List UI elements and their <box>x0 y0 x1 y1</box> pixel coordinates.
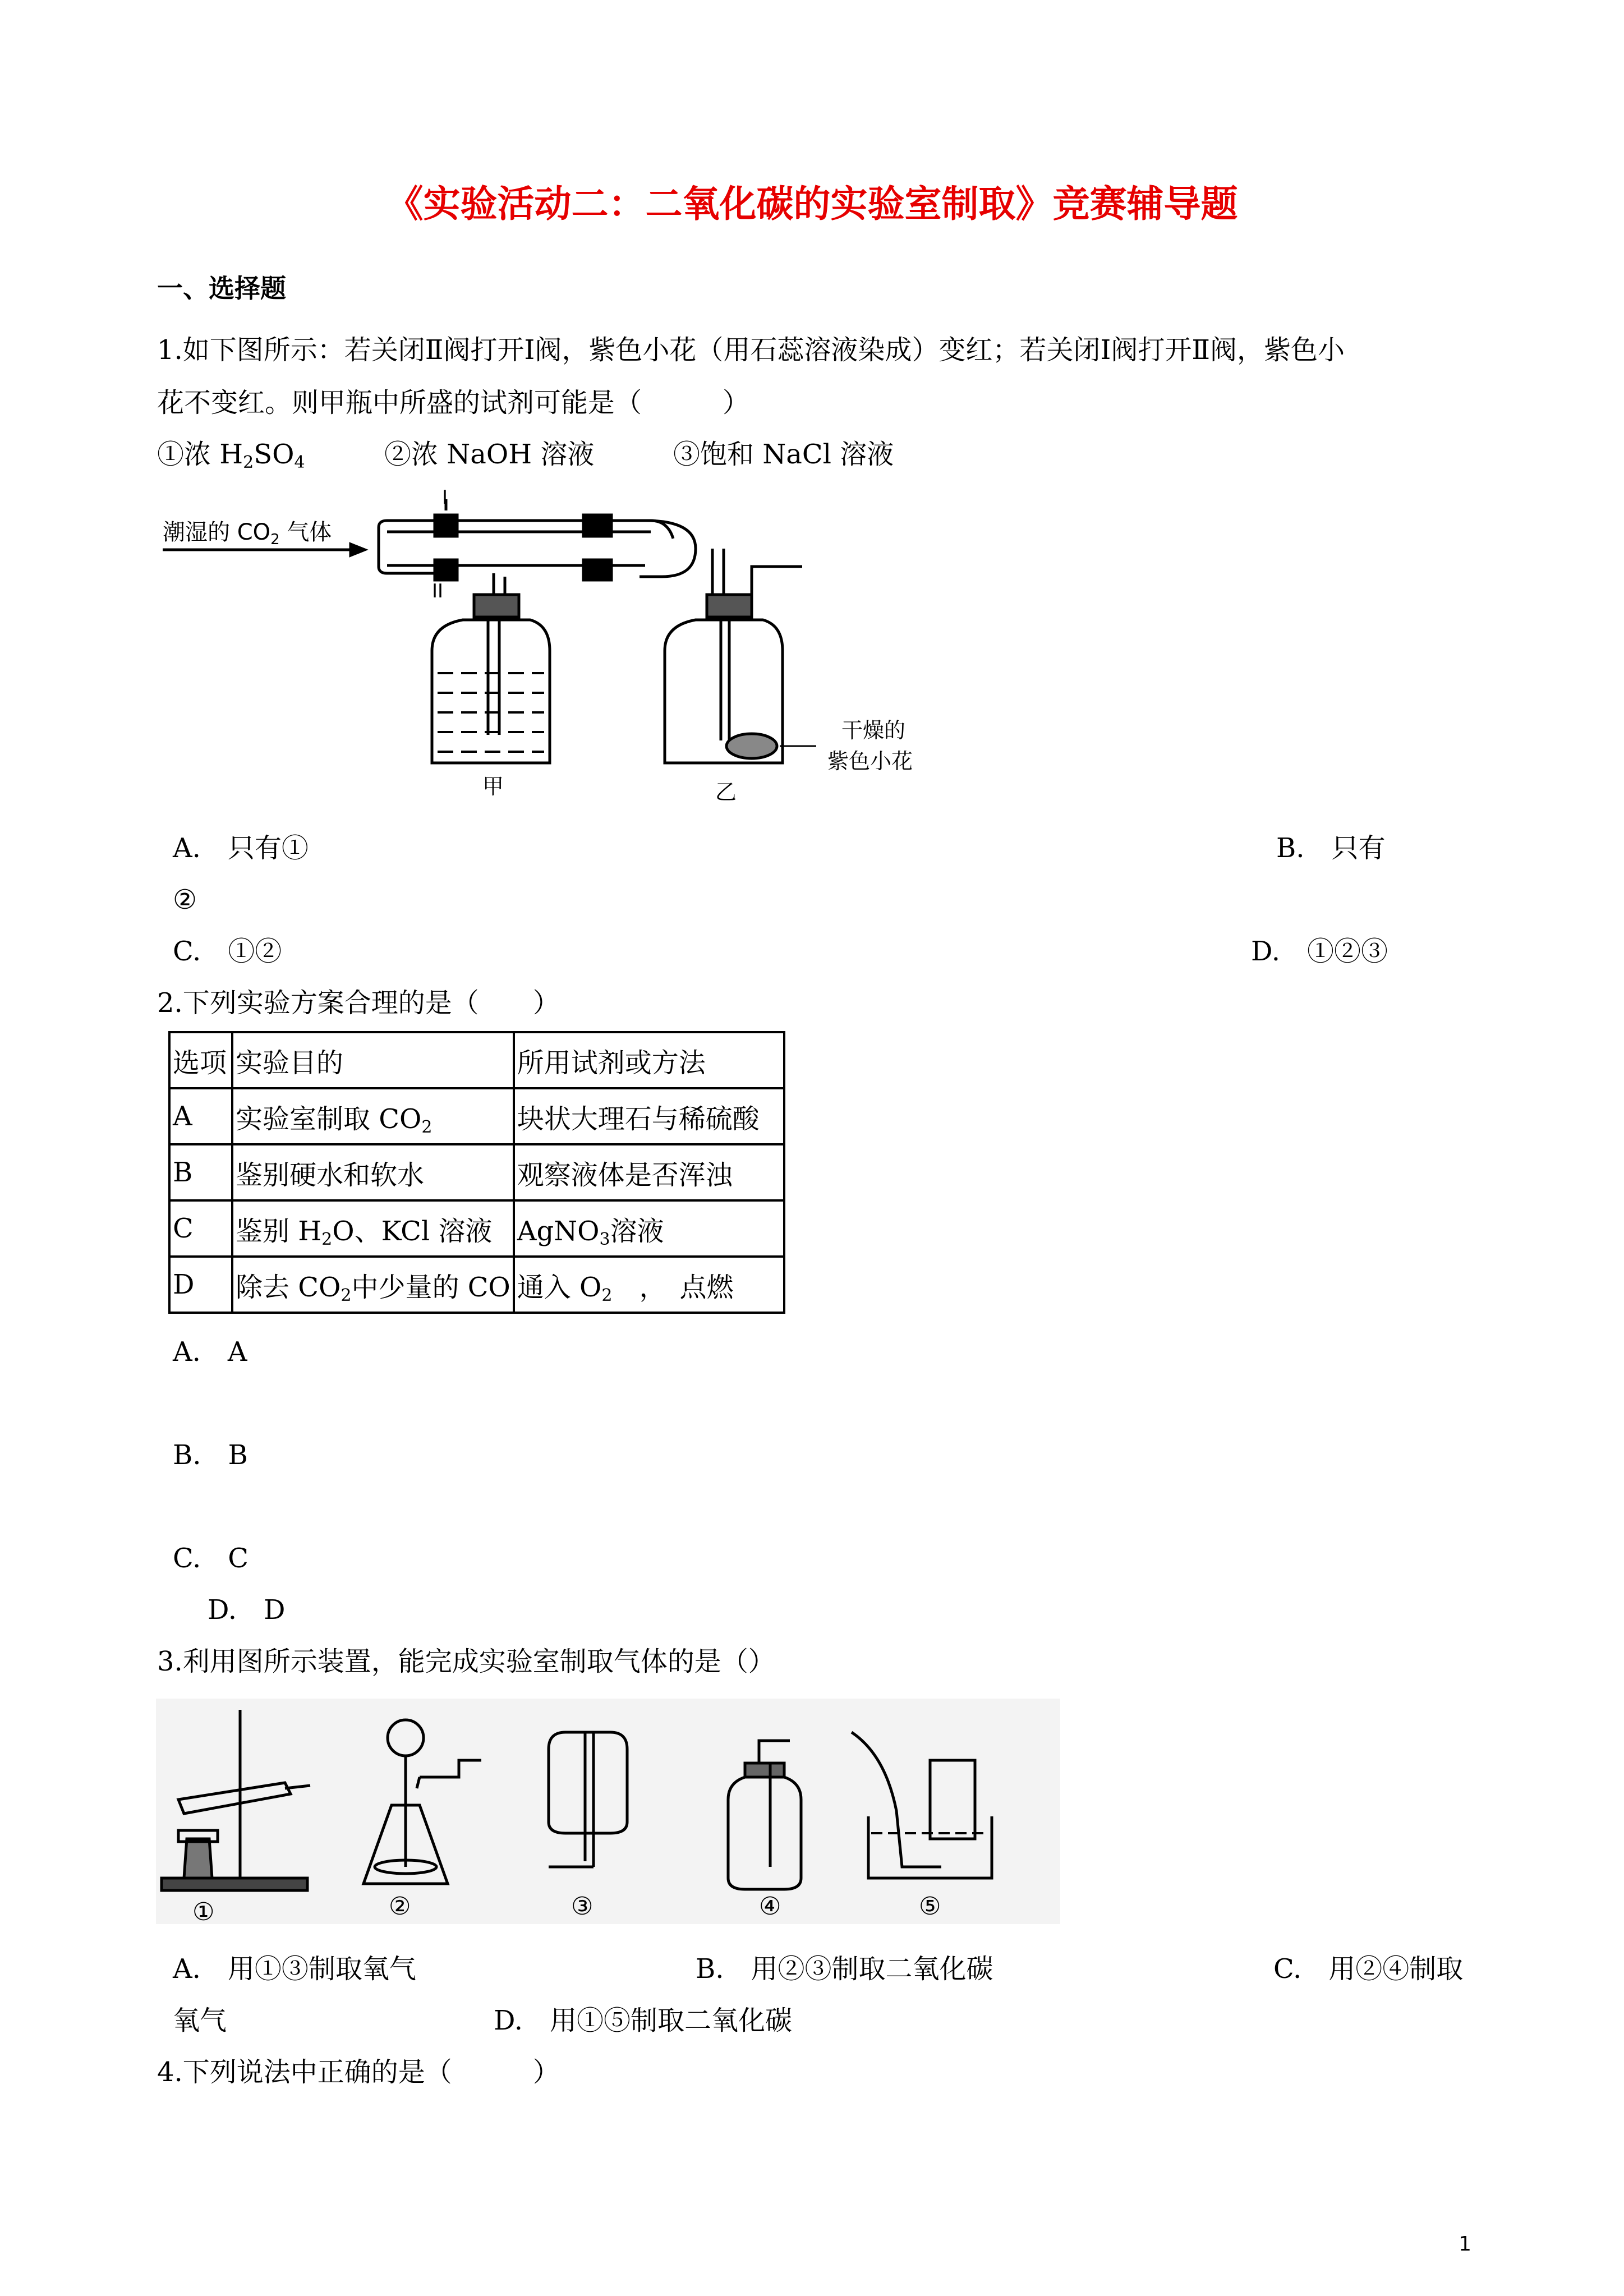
q2-option-a: A. A <box>173 1336 247 1368</box>
q1-reagent-3: ③饱和 NaCl 溶液 <box>673 439 894 470</box>
table-header: 选项 <box>169 1032 232 1088</box>
q2-option-b: B. B <box>173 1439 248 1471</box>
q2-table <box>168 1031 785 1314</box>
q2-option-c: C. C <box>173 1543 249 1574</box>
flower-label-2: 紫色小花 <box>827 749 913 774</box>
table-cell: 块状大理石与稀硫酸 <box>514 1088 784 1144</box>
table-row <box>169 1257 784 1313</box>
q1-option-d: D. ①②③ <box>1251 936 1388 967</box>
table-cell: 除去 $CO_2$中少量的 CO <box>232 1257 514 1313</box>
q3-option-a: A. 用①③制取氧气 <box>173 1953 416 1985</box>
figure-label-4: ④ <box>759 1892 781 1921</box>
figure-label-1: ① <box>192 1898 215 1924</box>
table-cell: 鉴别硬水和软水 <box>232 1144 514 1200</box>
figure-label-3: ③ <box>571 1892 594 1921</box>
table-cell: 通入 $O_2$ ， 点燃 <box>514 1257 784 1313</box>
table-row <box>169 1088 784 1144</box>
table-cell: C <box>169 1200 232 1257</box>
table-cell: AgNO$_3$溶液 <box>514 1200 784 1257</box>
q1-option-b-cont: ② <box>173 884 197 915</box>
q1-reagent-2: ②浓 NaOH 溶液 <box>384 439 595 470</box>
figure-label-2: ② <box>389 1892 411 1921</box>
flower-label-1: 干燥的 <box>841 718 906 743</box>
section-heading: 一、选择题 <box>157 273 286 303</box>
q3-option-d: D. 用①⑤制取二氧化碳 <box>494 2005 793 2036</box>
q1-stem-line2: 花不变红。则甲瓶中所盛的试剂可能是（ ） <box>157 387 750 418</box>
q1-stem-line1: 1.如下图所示：若关闭Ⅱ阀打开Ⅰ阀，紫色小花（用石蕊溶液染成）变红；若关闭Ⅰ阀打开Ⅱ阀，紫色小 <box>157 334 1345 366</box>
bottle-yi-label: 乙 <box>715 780 737 804</box>
q3-option-c: C. 用②④制取 <box>1273 1953 1464 1985</box>
gas-label: 潮湿的 $CO_2$ 气体 <box>163 519 332 548</box>
q1-option-a: A. 只有① <box>173 832 309 864</box>
figure-label-5: ⑤ <box>919 1892 941 1921</box>
table-header: 所用试剂或方法 <box>514 1032 784 1088</box>
q4-stem: 4.下列说法中正确的是（ ） <box>157 2056 560 2088</box>
table-header-row <box>169 1032 784 1088</box>
page-number: 1 <box>1459 2233 1471 2256</box>
table-cell: B <box>169 1144 232 1200</box>
valve-1-label: I <box>442 488 448 509</box>
q1-apparatus-figure <box>157 488 987 813</box>
document-title: 《实验活动二：二氧化碳的实验室制取》竞赛辅导题 <box>386 182 1238 226</box>
table-cell: A <box>169 1088 232 1144</box>
q1-option-b: B. 只有 <box>1276 832 1386 864</box>
table-row <box>169 1144 784 1200</box>
bottle-jia-label: 甲 <box>482 774 504 799</box>
table-header: 实验目的 <box>232 1032 514 1088</box>
q2-option-d: D. D <box>208 1594 286 1626</box>
table-cell: 实验室制取 $CO_2$ <box>232 1088 514 1144</box>
q3-option-c-cont: 氧气 <box>173 2005 227 2036</box>
table-row <box>169 1200 784 1257</box>
q3-apparatus-figure <box>156 1699 1060 1924</box>
valve-2-label: II <box>432 580 444 602</box>
table-cell: 观察液体是否浑浊 <box>514 1144 784 1200</box>
q1-reagent-1: ①浓 $H_2SO_4$ <box>157 439 305 472</box>
q3-option-b: B. 用②③制取二氧化碳 <box>696 1953 993 1985</box>
table-cell: D <box>169 1257 232 1313</box>
q2-stem: 2.下列实验方案合理的是（ ） <box>157 987 560 1019</box>
q3-stem: 3.利用图所示装置，能完成实验室制取气体的是（） <box>157 1646 775 1677</box>
table-cell: 鉴别 $H_2O$、KCl 溶液 <box>232 1200 514 1257</box>
q1-option-c: C. ①② <box>173 936 282 967</box>
